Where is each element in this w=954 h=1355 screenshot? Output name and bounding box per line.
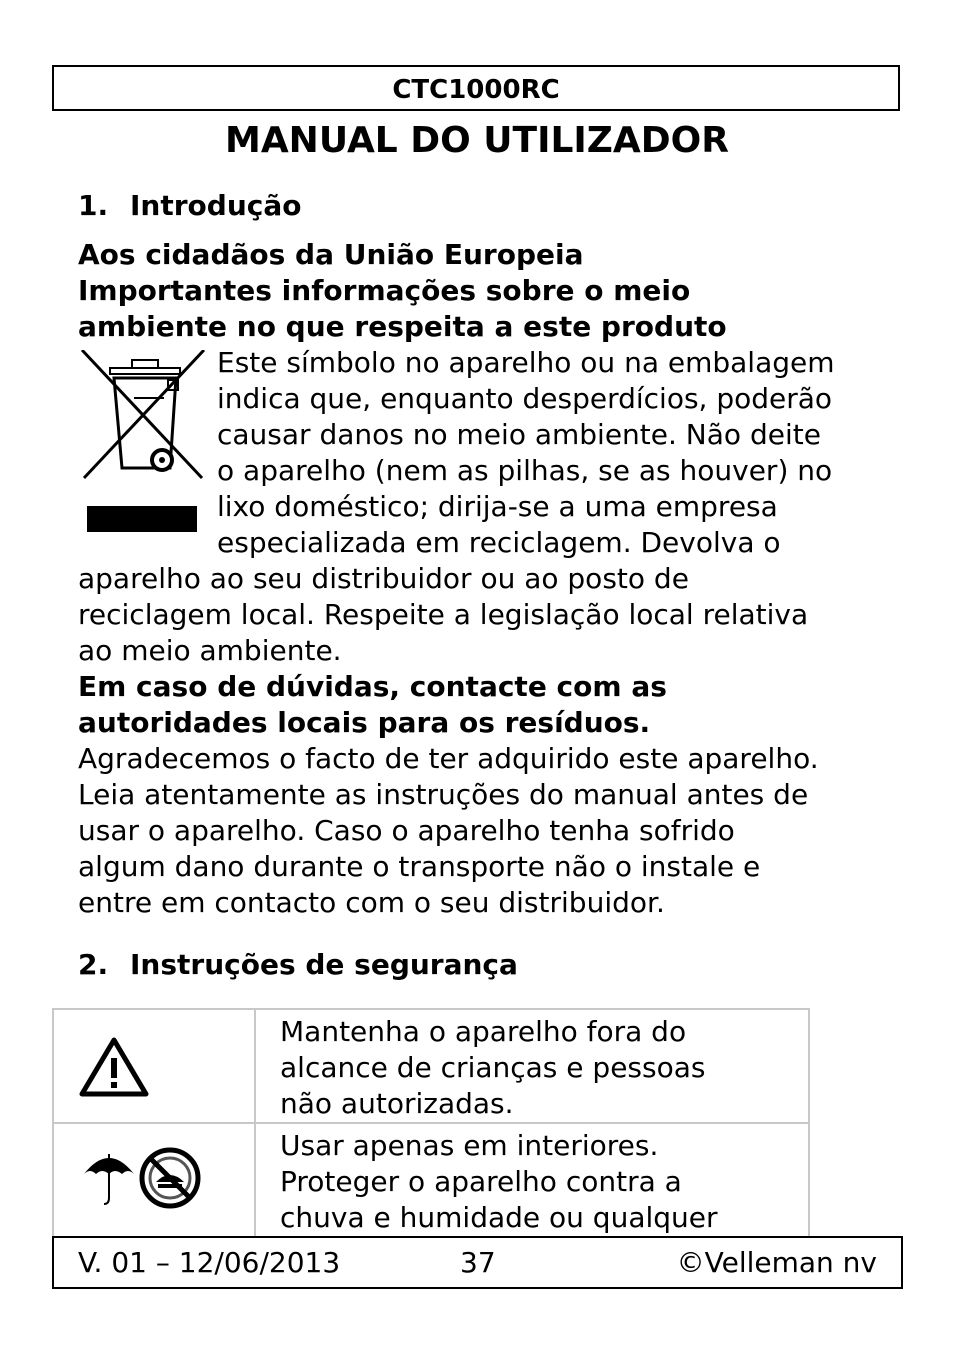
model-name: CTC1000RC	[392, 75, 560, 105]
text-cell	[255, 1009, 809, 1123]
doubt-line: Em caso de dúvidas, contacte com as	[78, 670, 667, 703]
model-header	[52, 65, 900, 111]
text-cell	[255, 1123, 809, 1237]
safety-table	[52, 1008, 810, 1238]
warning-triangle-icon	[78, 1036, 150, 1098]
safety-text-line: alcance de crianças e pessoas	[280, 1051, 706, 1084]
footer-copyright: ©Velleman nv	[676, 1246, 877, 1279]
weee-bin-icon	[80, 350, 210, 535]
safety-text-line: chuva e humidade ou qualquer	[280, 1201, 718, 1234]
weee-text-line: lixo doméstico; dirija-se a uma empresa	[217, 490, 778, 523]
footer-page-number: 37	[460, 1246, 496, 1279]
weee-cont-line: reciclagem local. Respeite a legislação local relativa	[78, 598, 809, 631]
icon-cell	[53, 1123, 255, 1237]
thanks-line: entre em contacto com o seu distribuidor.	[78, 886, 665, 919]
weee-text-line: indica que, enquanto desperdícios, poderão	[217, 382, 833, 415]
weee-text-line: especializada em reciclagem. Devolva o	[217, 526, 781, 559]
section-2-heading	[78, 947, 518, 983]
thanks-line: Agradecemos o facto de ter adquirido este aparelho.	[78, 742, 819, 775]
safety-text-line: Usar apenas em interiores.	[280, 1129, 659, 1162]
safety-text-line: Mantenha o aparelho fora do	[280, 1015, 687, 1048]
weee-cont-line: aparelho ao seu distribuidor ou ao posto de	[78, 562, 689, 595]
page-footer	[52, 1236, 903, 1289]
weee-text-line: Este símbolo no aparelho ou na embalagem	[217, 346, 835, 379]
section-1-title: Introdução	[130, 189, 302, 222]
thanks-line: Leia atentamente as instruções do manual antes de	[78, 778, 809, 811]
umbrella-icon	[80, 1148, 138, 1210]
safety-text-line: não autorizadas.	[280, 1087, 514, 1120]
icon-cell	[53, 1009, 255, 1123]
thanks-line: algum dano durante o transporte não o instale e	[78, 850, 761, 883]
eu-line: Importantes informações sobre o meio	[78, 274, 691, 307]
eu-line: Aos cidadãos da União Europeia	[78, 238, 584, 271]
eu-line: ambiente no que respeita a este produto	[78, 310, 727, 343]
section-1-number: 1.	[78, 189, 109, 222]
footer-version: V. 01 – 12/06/2013	[78, 1246, 341, 1279]
weee-text-line: o aparelho (nem as pilhas, se as houver) no	[217, 454, 833, 487]
doubt-line: autoridades locais para os resíduos.	[78, 706, 651, 739]
table-row	[53, 1009, 809, 1123]
no-water-icon	[138, 1146, 202, 1210]
safety-text-line: Proteger o aparelho contra a	[280, 1165, 682, 1198]
page-title: MANUAL DO UTILIZADOR	[225, 120, 729, 161]
weee-text-line: causar danos no meio ambiente. Não deite	[217, 418, 821, 451]
section-2-title: Instruções de segurança	[130, 948, 518, 981]
table-row	[53, 1123, 809, 1237]
weee-cont-line: ao meio ambiente.	[78, 634, 342, 667]
section-2-number: 2.	[78, 948, 109, 981]
section-1-heading	[78, 188, 302, 224]
thanks-line: usar o aparelho. Caso o aparelho tenha sofrido	[78, 814, 735, 847]
